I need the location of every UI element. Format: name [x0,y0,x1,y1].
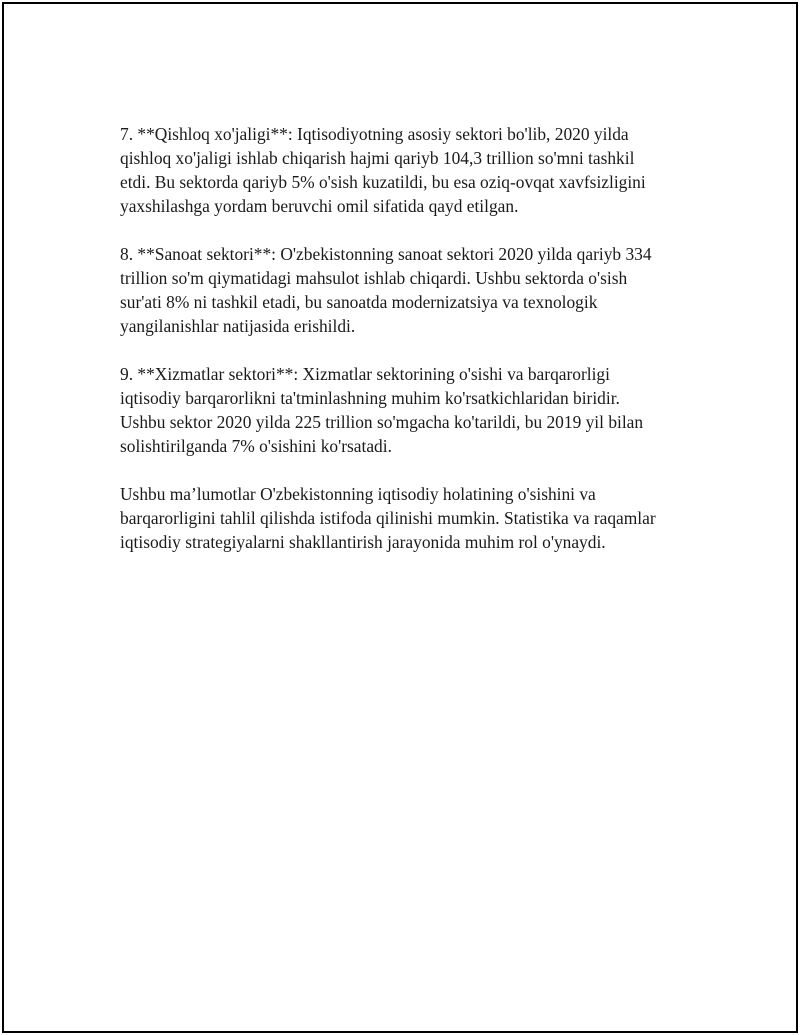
paragraph-conclusion: Ushbu ma’lumotlar O'zbekistonning iqtisodiy holatining o'sishini va barqarorligini tahlil qilishda istifoda qilinishi mumkin. Statistika va raqamlar iqtisodiy strategiyalarni shakllantirish jarayonida muhim rol o'ynaydi. [120,484,656,552]
document-body [120,122,700,578]
page-frame [2,2,798,1033]
paragraph-agriculture: 7. **Qishloq xo'jaligi**: Iqtisodiyotning asosiy sektori bo'lib, 2020 yilda qishloq xo'jaligi ishlab chiqarish hajmi qariyb 104,3 trillion so'mni tashkil etdi. Bu sektorda qariyb 5% o'sish kuzatildi, bu esa oziq-ovqat xavfsizligini yaxshilashga yordam beruvchi omil sifatida qayd etilgan. [120,124,646,216]
paragraph-industry: 8. **Sanoat sektori**: O'zbekistonning sanoat sektori 2020 yilda qariyb 334 trillion so'm qiymatidagi mahsulot ishlab chiqardi. Ushbu sektorda o'sish sur'ati 8% ni tashkil etadi, bu sanoatda modernizatsiya va texnologik yangilanishlar natijasida erishildi. [120,244,652,336]
paragraph-services: 9. **Xizmatlar sektori**: Xizmatlar sektorining o'sishi va barqarorligi iqtisodiy barqarorlikni ta'tminlashning muhim ko'rsatkichlaridan biridir. Ushbu sektor 2020 yilda 225 trillion so'mgacha ko'tarildi, bu 2019 yil bilan solishtirilganda 7% o'sishini ko'rsatadi. [120,364,644,456]
